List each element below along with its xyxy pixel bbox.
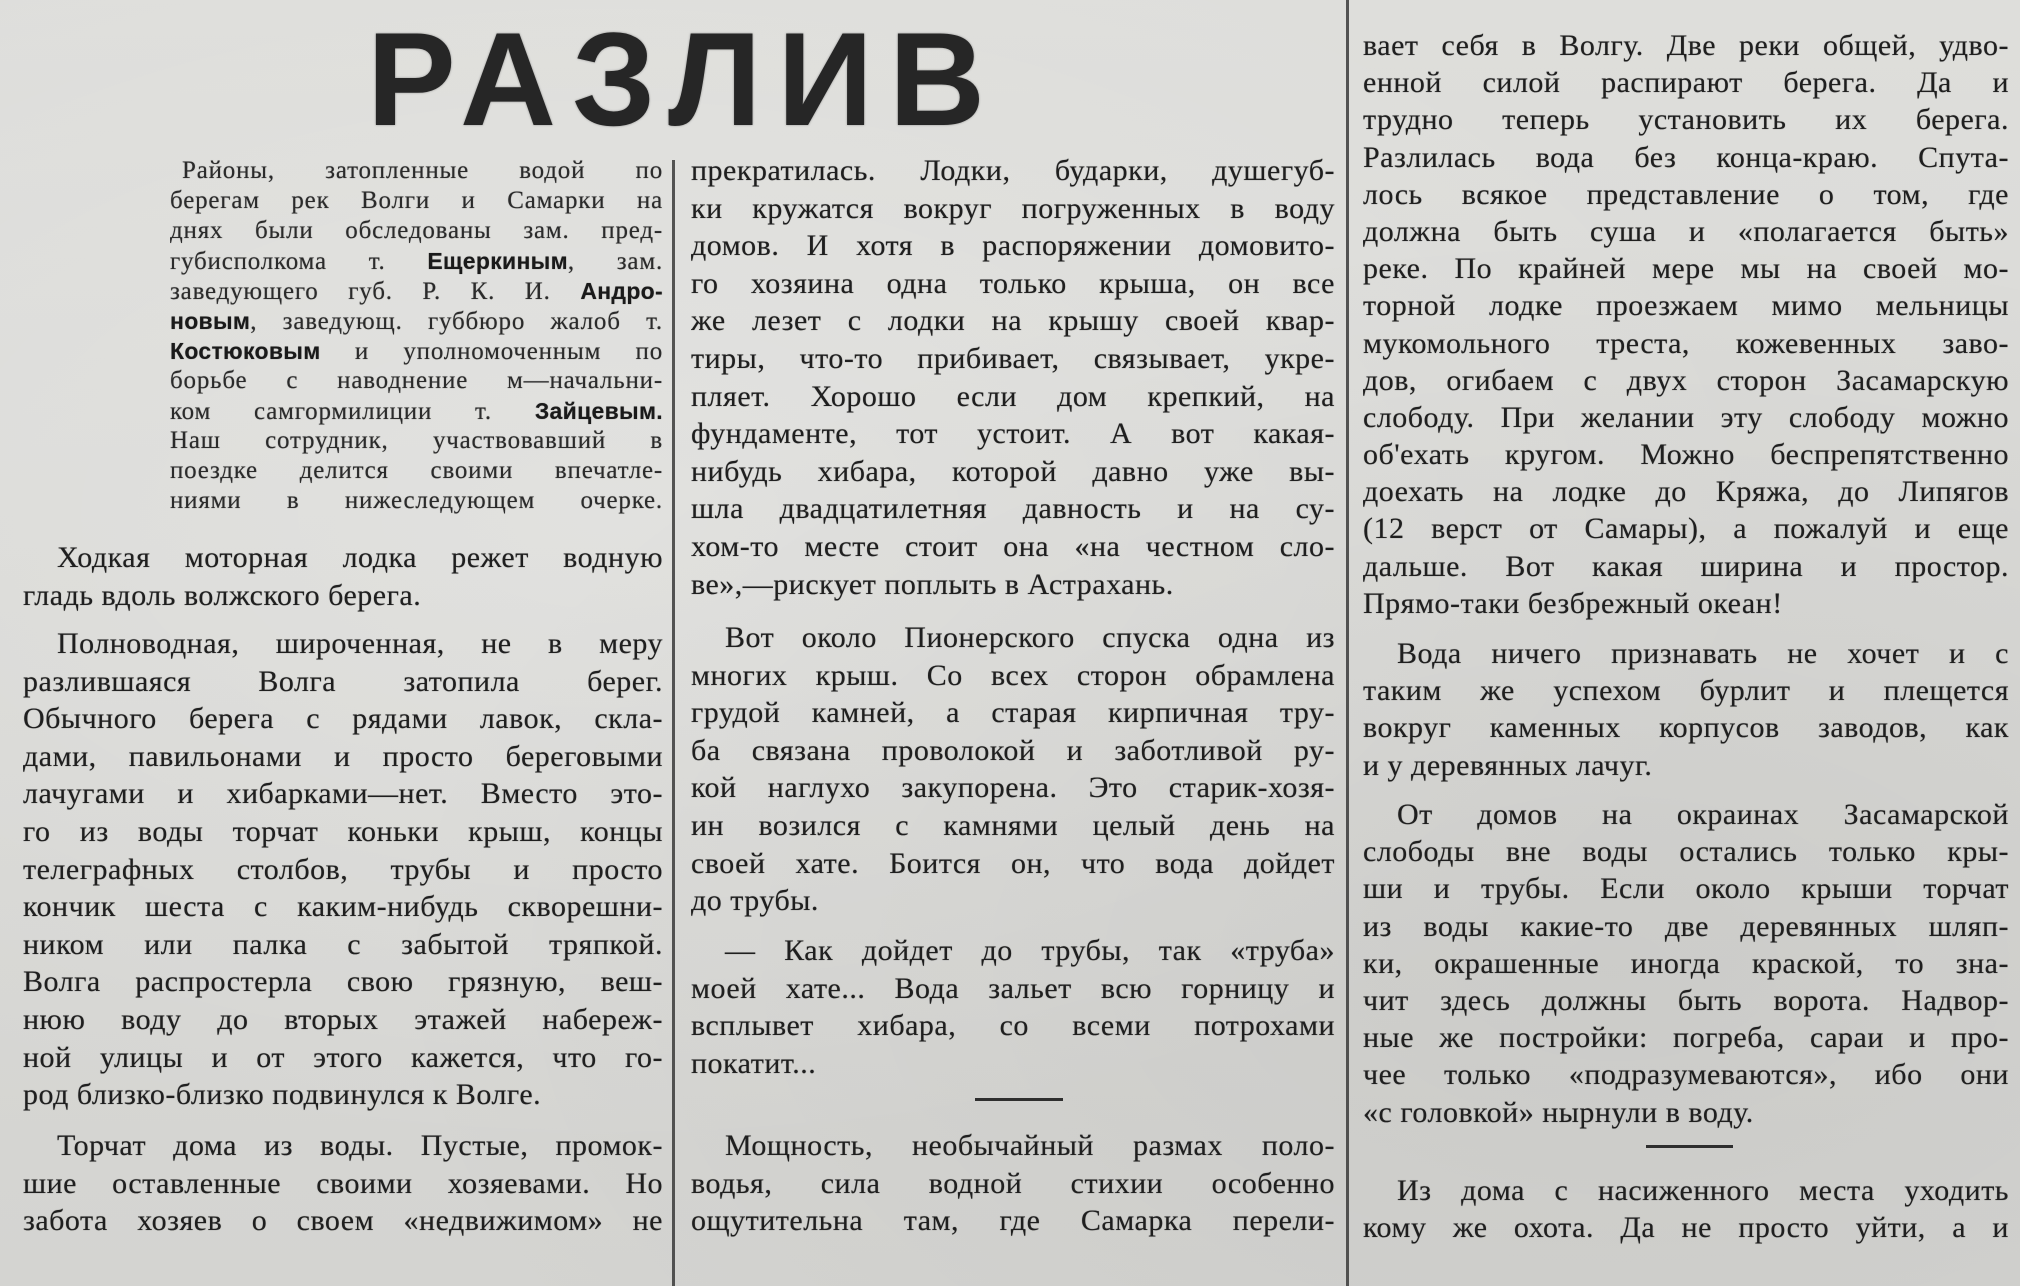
text-line xyxy=(170,246,663,276)
text-line xyxy=(170,426,663,456)
text-line: кому же охота. Да не просто уйти, а и xyxy=(1363,1211,2009,1245)
text-line: Обычного берега с рядами лавок, скла- xyxy=(23,702,663,736)
column-rule-left xyxy=(672,160,675,1286)
text-run: ком самгормилиции т. xyxy=(170,398,535,425)
text-line: кончик шеста с каким-нибудь скворешни- xyxy=(23,890,663,924)
text-line: мукомольного треста, кожевенных заво- xyxy=(1363,326,2009,360)
paragraph xyxy=(691,932,1335,1082)
text-line: дальше. Вот какая ширина и простор. xyxy=(1363,549,2009,583)
text-line: доехать на лодке до Кряжа, до Липягов xyxy=(1363,475,2009,509)
text-line: вает себя в Волгу. Две реки общей, удво- xyxy=(1363,29,2009,62)
person-name: Ещеркиным xyxy=(427,248,568,274)
text-line: ки, окрашенные иногда краской, то зна- xyxy=(1363,946,2009,980)
text-line: нюю воду до вторых этажей набереж- xyxy=(23,1002,663,1036)
text-line xyxy=(170,216,663,246)
paragraph xyxy=(23,625,663,1114)
text-line: реке. По крайней мере мы на своей мо- xyxy=(1363,252,2009,286)
text-line: Ходкая моторная лодка режет водную xyxy=(57,541,663,574)
paragraph xyxy=(1363,635,2009,784)
text-line: пляет. Хорошо если дом крепкий, на xyxy=(691,379,1335,413)
text-line: ные же постройки: погреба, сараи и про- xyxy=(1363,1021,2009,1055)
text-run: берегам рек Волги и Самарки на xyxy=(170,187,663,214)
text-line: Полноводная, широченная, не в меру xyxy=(57,627,663,660)
text-line: Вот около Пионерского спуска одна из xyxy=(725,621,1335,654)
person-name: Зайцевым. xyxy=(534,398,663,424)
text-run: губисполкома т. xyxy=(170,248,428,275)
text-line: нибудь хибара, которой давно уже вы- xyxy=(691,454,1335,488)
text-run: борьбе с наводнение м—начальни- xyxy=(170,367,663,394)
text-line: ин возился с камнями целый день на xyxy=(691,808,1335,842)
text-line: водья, сила водной стихии особенно xyxy=(691,1166,1335,1200)
text-line xyxy=(170,276,663,306)
text-line: домов. И хотя в распоряжении домовито- xyxy=(691,229,1335,263)
text-line: тиры, что-то прибивает, связывает, укре- xyxy=(691,341,1335,375)
text-run: ниями в нижеследующем очерке. xyxy=(170,487,663,514)
section-divider xyxy=(1646,1145,1733,1148)
text-line: го хозяина одна только крыша, он все xyxy=(691,266,1335,300)
paragraph xyxy=(1363,796,2009,1131)
text-line: ки кружатся вокруг погруженных в воду xyxy=(691,191,1335,225)
text-line: прекратилась. Лодки, бударки, душегуб- xyxy=(691,154,1335,187)
text-line: должна быть суша и «полагается быть» xyxy=(1363,214,2009,248)
text-line: дами, павильонами и просто береговыми xyxy=(23,739,663,773)
text-line: От домов на окраинах Засамарской xyxy=(1397,798,2009,831)
text-line: таким же успехом бурлит и плещется xyxy=(1363,674,2009,708)
headline: РАЗЛИВ xyxy=(367,6,1002,154)
text-run: Районы, затопленные водой по xyxy=(182,157,663,184)
text-line xyxy=(170,456,663,486)
text-line: ба связана проволокой и заботливой ру- xyxy=(691,733,1335,767)
text-line: — Как дойдет до трубы, так «труба» xyxy=(725,934,1335,967)
text-line: Прямо-таки безбрежный океан! xyxy=(1363,586,1783,620)
column-rule-right xyxy=(1346,0,1349,1286)
text-line: моей хате... Вода зальет всю горницу и xyxy=(691,971,1335,1005)
text-run: заведующего губ. Р. К. И. xyxy=(170,278,581,305)
paragraph xyxy=(691,619,1335,920)
paragraph xyxy=(1363,1172,2009,1246)
person-name: новым xyxy=(170,308,251,334)
text-line xyxy=(170,396,663,426)
text-line: до трубы. xyxy=(691,884,819,918)
text-line: Разлилась вода без конца-краю. Спута- xyxy=(1363,140,2009,174)
text-line xyxy=(170,186,663,216)
text-run: , зам. xyxy=(567,248,663,275)
text-line xyxy=(170,486,663,516)
text-line: ве»,—рискует поплыть в Астрахань. xyxy=(691,567,1174,601)
text-line: слободы вне воды остались только кры- xyxy=(1363,835,2009,869)
text-line: покатит... xyxy=(691,1046,817,1080)
text-line: трудно теперь установить их берега. xyxy=(1363,103,2009,137)
text-line: ши и трубы. Если около крыши торчат xyxy=(1363,872,2009,906)
text-line xyxy=(170,156,663,186)
text-line: лось всякое представление о том, где xyxy=(1363,177,2009,211)
text-line: ником или палка с забытой тряпкой. xyxy=(23,927,663,961)
paragraph xyxy=(1363,27,2009,622)
text-line: фундаменте, тот устоит. А вот какая- xyxy=(691,417,1335,451)
text-line: телеграфных столбов, трубы и просто xyxy=(23,852,663,886)
text-line: своей хате. Боится он, что вода дойдет xyxy=(691,846,1335,880)
text-line: слободу. При желании эту слободу можно xyxy=(1363,400,2009,434)
text-line: род близко-близко подвинулся к Волге. xyxy=(23,1078,542,1112)
text-line: многих крыш. Со всех сторон обрамлена xyxy=(691,658,1335,692)
text-line xyxy=(170,336,663,366)
text-line: дов, огибаем с двух сторон Засамарскую xyxy=(1363,363,2009,397)
text-line: ной улицы и от этого кажется, что го- xyxy=(23,1040,663,1074)
text-line: Из дома с насиженного места уходить xyxy=(1397,1174,2009,1207)
paragraph xyxy=(23,539,663,614)
text-line: Торчат дома из воды. Пустые, промок- xyxy=(57,1129,663,1162)
person-name: Андро- xyxy=(580,278,663,304)
text-run: , заведующ. губбюро жалоб т. xyxy=(250,308,663,335)
text-line: шла двадцатилетняя давность и на су- xyxy=(691,492,1335,526)
text-line: (12 верст от Самары), а пожалуй и еще xyxy=(1363,512,2009,546)
text-line: хом-то месте стоит она «на честном сло- xyxy=(691,529,1335,563)
text-line: го из воды торчат коньки крыш, концы xyxy=(23,814,663,848)
text-run: Наш сотрудник, участвовавший в xyxy=(170,427,663,454)
person-name: Костюковым xyxy=(170,338,321,364)
text-line: Вода ничего признавать не хочет и с xyxy=(1397,637,2009,670)
text-line: енной силой распирают берега. Да и xyxy=(1363,66,2009,100)
text-line: забота хозяев о своем «недвижимом» не xyxy=(23,1204,663,1238)
paragraph xyxy=(691,1127,1335,1240)
text-line xyxy=(170,306,663,336)
section-divider xyxy=(975,1098,1063,1101)
text-line: вокруг каменных корпусов заводов, как xyxy=(1363,711,2009,745)
text-line: и у деревянных лачуг. xyxy=(1363,748,1653,782)
text-line: гладь вдоль волжского берега. xyxy=(23,578,422,612)
text-line: всплывет хибара, со всеми потрохами xyxy=(691,1009,1335,1043)
text-line: Волга распростерла свою грязную, веш- xyxy=(23,965,663,999)
text-line: торной лодке проезжаем мимо мельницы xyxy=(1363,289,2009,323)
paragraph xyxy=(691,152,1335,603)
text-line: шие оставленные своими хозяевами. Но xyxy=(23,1166,663,1200)
text-line xyxy=(170,366,663,396)
text-run: и уполномоченным по xyxy=(320,338,663,365)
text-line: разлившаяся Волга затопила берег. xyxy=(23,664,663,698)
text-run: поездке делится своими впечатле- xyxy=(170,457,663,484)
lead-paragraph xyxy=(170,156,663,516)
text-line: кой наглухо закупорена. Это старик-хозя- xyxy=(691,771,1335,805)
text-line: грудой камней, а старая кирпичная тру- xyxy=(691,696,1335,730)
text-line: лачугами и хибарками—нет. Вместо это- xyxy=(23,777,663,811)
text-run: днях были обследованы зам. пред- xyxy=(170,217,663,244)
text-line: же лезет с лодки на крышу своей квар- xyxy=(691,304,1335,338)
text-line: чит здесь должны быть ворота. Надвор- xyxy=(1363,983,2009,1017)
text-line: «с головкой» нырнули в воду. xyxy=(1363,1095,1754,1129)
paragraph xyxy=(23,1127,663,1240)
text-line: Мощность, необычайный размах поло- xyxy=(725,1129,1335,1162)
text-line: ощутительна там, где Самарка перели- xyxy=(691,1204,1335,1238)
text-line: из воды какие-то две деревянных шляп- xyxy=(1363,909,2009,943)
text-line: об'ехать кругом. Можно беспрепятственно xyxy=(1363,438,2009,472)
text-line: чее только «подразумеваются», ибо они xyxy=(1363,1058,2009,1092)
